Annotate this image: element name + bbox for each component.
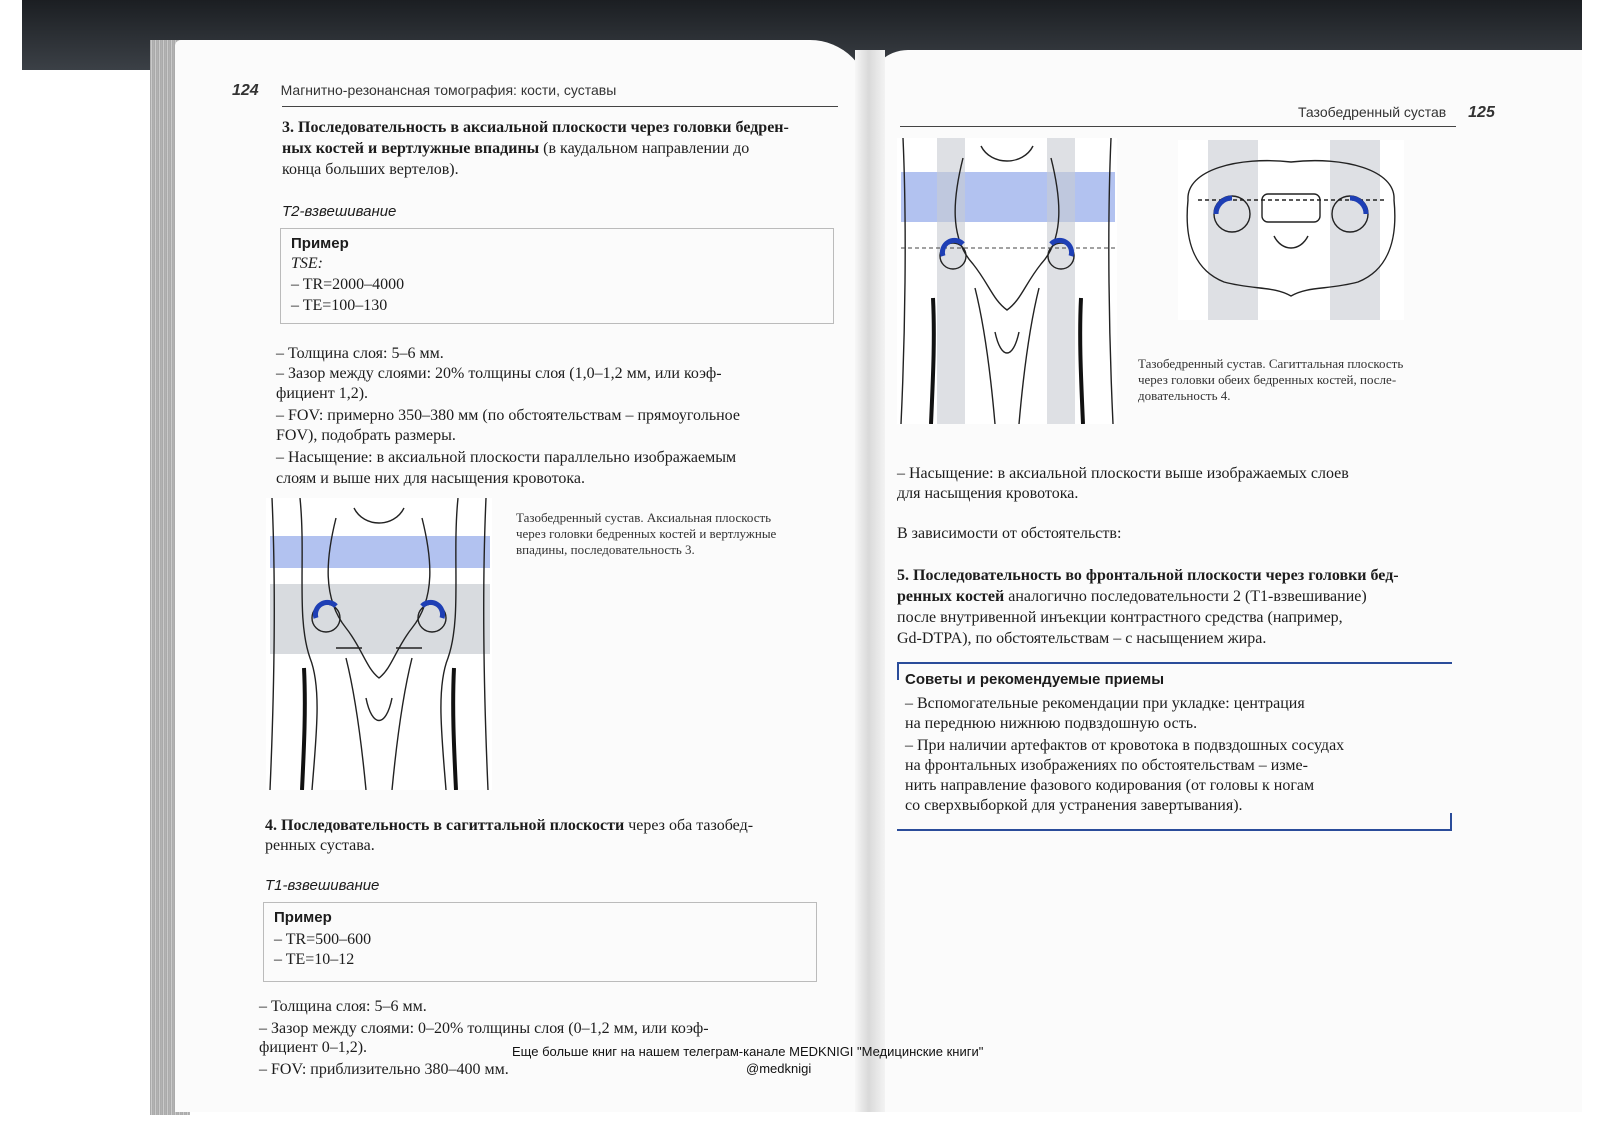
example-1-line-3: – TE=100–130	[291, 297, 388, 314]
sagittal-slab-left	[937, 138, 965, 424]
example-2-title: Пример	[274, 909, 332, 926]
left-running-head	[232, 82, 616, 100]
list-1-item: фициент 1,2).	[276, 385, 369, 402]
seq5-line-4: Gd-DTPA), по обстоятельствам – с насыщением жира.	[897, 630, 1267, 647]
tips-line: на переднюю нижнюю подвздошную ость.	[905, 715, 1198, 732]
depending-on-circumstances: В зависимости от обстоятельств:	[897, 525, 1122, 542]
list-2-item: – FOV: приблизительно 380–400 мм.	[259, 1061, 509, 1078]
example-1-line-2: – TR=2000–4000	[291, 276, 405, 293]
sagittal-plane-figure	[897, 138, 1117, 424]
example-2-line-1: – TR=500–600	[274, 931, 372, 948]
axial-section-figure	[1178, 140, 1404, 320]
example-1-title: Пример	[291, 235, 349, 252]
right-page-number: 125	[1468, 104, 1495, 121]
seq3-line-2: ных костей и вертлужные впадины (в каудальном направлении до	[282, 140, 750, 157]
example-1-line-1: TSE:	[291, 255, 323, 272]
list-1-item: – Толщина слоя: 5–6 мм.	[276, 345, 444, 362]
sagittal-slab-right	[1047, 138, 1075, 424]
scan-margin-left	[0, 0, 22, 1132]
tips-title: Советы и рекомендуемые приемы	[905, 671, 1165, 688]
seq3-line-1: 3. Последовательность в аксиальной плоскости через головки бедрен-	[282, 119, 789, 136]
right-running-head	[1298, 104, 1495, 122]
example-2-line-2: – TE=10–12	[274, 951, 355, 968]
seq5-line-1: 5. Последовательность во фронтальной плоскости через головки бед-	[897, 567, 1399, 584]
list-1-item: – Насыщение: в аксиальной плоскости параллельно изображаемым	[276, 449, 737, 466]
sagittal-slab-blue	[901, 172, 1115, 222]
axial-plane-figure	[266, 498, 492, 790]
tips-line: нить направление фазового кодирования (от головы к ногам	[905, 777, 1315, 794]
left-running-head-title: Магнитно-резонансная томография: кости, суставы	[280, 82, 617, 98]
left-head-rule	[282, 106, 838, 107]
section-slab-left	[1208, 140, 1258, 320]
section-slab-right	[1330, 140, 1380, 320]
list-2-item: – Толщина слоя: 5–6 мм.	[259, 998, 427, 1015]
seq4-line-1: 4. Последовательность в сагиттальной плоскости через оба тазобед-	[265, 817, 754, 834]
list-1-item: FOV), подобрать размеры.	[276, 427, 456, 444]
axial-slab-blue	[270, 536, 490, 568]
list-2-item: – Зазор между слоями: 0–20% толщины слоя (0–1,2 мм, или коэф-	[259, 1020, 709, 1037]
footer-telegram-line: Еще больше книг на нашем телеграм-канале MEDKNIGI "Медицинские книги"	[512, 1044, 984, 1059]
list-1-item: – FOV: примерно 350–380 мм (по обстоятельствам – прямоугольное	[276, 407, 740, 424]
tips-line: – При наличии артефактов от кровотока в подвздошных сосудах	[905, 737, 1345, 754]
right-head-rule	[900, 126, 1456, 127]
seq4-line-2: ренных сустава.	[265, 837, 375, 854]
seq5-line-3: после внутривенной инъекции контрастного средства (например,	[897, 609, 1343, 626]
example-box-1	[280, 228, 834, 324]
tips-line: на фронтальных изображениях по обстоятельствам – изме-	[905, 757, 1308, 774]
list-1-item: слоям и выше них для насыщения кровотока.	[276, 470, 586, 487]
list-2-item: фициент 0–1,2).	[259, 1039, 368, 1056]
scan-margin-right	[1582, 0, 1600, 1132]
t2-weighting-label: T2-взвешивание	[282, 203, 397, 220]
left-page-number: 124	[232, 82, 259, 99]
list-1-item: – Зазор между слоями: 20% толщины слоя (1,0–1,2 мм, или коэф-	[276, 365, 722, 382]
footer-handle: @medknigi	[746, 1061, 812, 1076]
seq3-line-3: конца больших вертелов).	[282, 161, 459, 178]
tips-box	[897, 662, 1452, 831]
tips-line: – Вспомогательные рекомендации при укладке: центрация	[905, 695, 1305, 712]
seq5-line-2: ренных костей аналогично последовательности 2 (T1-взвешивание)	[897, 588, 1367, 605]
t1-weighting-label: T1-взвешивание	[265, 877, 380, 894]
book-gutter	[855, 50, 885, 1112]
right-running-head-title: Тазобедренный сустав	[1298, 104, 1447, 120]
tips-line: со сверхвыборкой для устранения завертывания).	[905, 797, 1243, 814]
example-box-2	[263, 902, 817, 982]
